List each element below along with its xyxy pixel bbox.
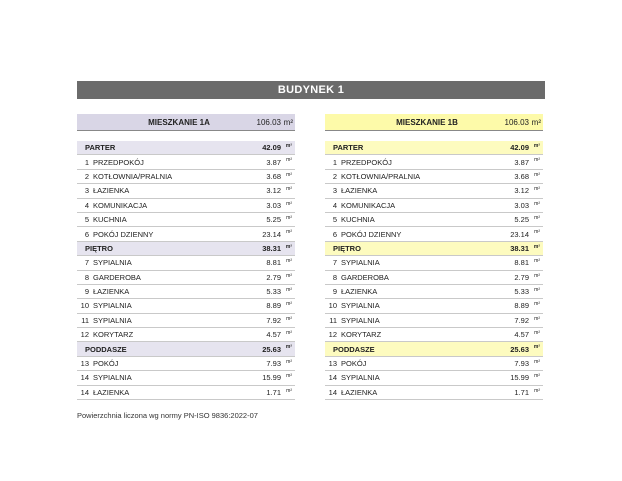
table-row bbox=[77, 184, 295, 198]
table-row bbox=[77, 213, 295, 227]
room-area: 5.25 bbox=[514, 215, 529, 225]
room-area: 2.79 bbox=[514, 272, 529, 282]
room-number: 11 bbox=[329, 315, 337, 325]
room-name: KOMUNIKACJA bbox=[341, 200, 396, 210]
room-name: POKÓJ DZIENNY bbox=[93, 229, 154, 239]
room-area: 8.81 bbox=[514, 258, 529, 268]
room-number: 13 bbox=[328, 359, 337, 369]
room-number: 14 bbox=[328, 373, 337, 383]
room-number: 3 bbox=[84, 186, 89, 196]
table-row bbox=[77, 155, 295, 169]
room-number: 4 bbox=[84, 200, 89, 210]
table-row bbox=[77, 199, 295, 213]
room-number: 9 bbox=[332, 287, 337, 297]
room-name: ŁAZIENKA bbox=[341, 387, 378, 397]
room-area: 1.71 bbox=[266, 387, 281, 397]
section-row bbox=[325, 342, 543, 356]
apartment-name: MIESZKANIE 1A bbox=[148, 117, 210, 127]
section-name: PIĘTRO bbox=[333, 243, 361, 253]
room-area-unit: m² bbox=[286, 272, 292, 279]
table-row bbox=[77, 227, 295, 241]
room-area-unit: m² bbox=[534, 229, 540, 236]
room-area: 1.71 bbox=[514, 387, 529, 397]
room-area: 7.92 bbox=[514, 315, 529, 325]
room-number: 9 bbox=[84, 287, 89, 297]
room-number: 8 bbox=[332, 272, 337, 282]
room-number: 5 bbox=[84, 215, 89, 225]
room-name: KORYTARZ bbox=[93, 330, 134, 340]
apartment-area-unit: m² bbox=[531, 117, 541, 127]
section-area: 42.09 bbox=[510, 143, 529, 153]
table-row bbox=[77, 328, 295, 342]
room-number: 6 bbox=[332, 229, 337, 239]
table-row bbox=[77, 357, 295, 371]
room-area: 3.87 bbox=[514, 157, 529, 167]
room-area: 8.89 bbox=[266, 301, 281, 311]
section-area-unit: m² bbox=[533, 143, 540, 149]
room-area: 23.14 bbox=[510, 229, 529, 239]
room-area-unit: m² bbox=[534, 373, 540, 380]
room-number: 4 bbox=[332, 200, 337, 210]
section-area-unit: m² bbox=[285, 344, 292, 351]
table-row bbox=[77, 371, 295, 385]
room-name: ŁAZIENKA bbox=[93, 387, 130, 397]
apartment-column-1a bbox=[77, 114, 295, 400]
room-area: 3.68 bbox=[514, 171, 529, 181]
room-area: 4.57 bbox=[514, 330, 529, 340]
room-number: 5 bbox=[332, 215, 337, 225]
room-area: 7.92 bbox=[266, 315, 281, 325]
room-area-unit: m² bbox=[286, 315, 292, 322]
room-area: 15.99 bbox=[510, 373, 529, 383]
room-area: 5.33 bbox=[266, 287, 281, 297]
room-area: 7.93 bbox=[266, 359, 281, 369]
room-area-unit: m² bbox=[534, 286, 540, 293]
room-number: 8 bbox=[84, 272, 89, 282]
section-area-unit: m² bbox=[285, 143, 292, 149]
room-area: 3.12 bbox=[514, 186, 529, 196]
room-name: SYPIALNIA bbox=[341, 373, 380, 383]
room-number: 7 bbox=[84, 258, 89, 268]
table-row bbox=[325, 371, 543, 385]
apartment-area-value: 106.03 bbox=[256, 117, 281, 127]
room-number: 10 bbox=[328, 301, 337, 311]
room-number: 14 bbox=[328, 387, 337, 397]
apartment-name: MIESZKANIE 1B bbox=[396, 117, 458, 127]
room-name: KORYTARZ bbox=[341, 330, 382, 340]
room-name: KUCHNIA bbox=[341, 215, 375, 225]
apartment-header bbox=[77, 114, 295, 131]
room-number: 2 bbox=[332, 171, 337, 181]
room-area-unit: m² bbox=[286, 258, 292, 265]
room-area-unit: m² bbox=[534, 315, 540, 322]
room-name: KOTŁOWNIA/PRALNIA bbox=[341, 171, 421, 181]
room-area: 4.57 bbox=[266, 330, 281, 340]
room-name: ŁAZIENKA bbox=[93, 186, 130, 196]
room-area-unit: m² bbox=[534, 186, 540, 193]
room-name: SYPIALNIA bbox=[93, 258, 132, 268]
room-area-unit: m² bbox=[286, 214, 292, 221]
room-number: 1 bbox=[84, 157, 89, 167]
section-row bbox=[77, 342, 295, 356]
section-row bbox=[325, 141, 543, 155]
table-row bbox=[325, 357, 543, 371]
apartment-column-1b bbox=[325, 114, 543, 400]
apartment-area bbox=[489, 118, 543, 127]
table-row bbox=[325, 299, 543, 313]
room-name: ŁAZIENKA bbox=[341, 287, 378, 297]
table-row bbox=[325, 155, 543, 169]
section-row bbox=[325, 242, 543, 256]
room-name: SYPIALNIA bbox=[341, 258, 380, 268]
room-area: 5.33 bbox=[514, 287, 529, 297]
room-number: 12 bbox=[328, 330, 337, 340]
apartment-area bbox=[241, 118, 295, 127]
room-name: KUCHNIA bbox=[93, 215, 127, 225]
room-number: 11 bbox=[81, 315, 89, 325]
room-area: 2.79 bbox=[266, 272, 281, 282]
room-area-unit: m² bbox=[286, 358, 292, 365]
section-area: 25.63 bbox=[262, 344, 281, 354]
room-name: KOMUNIKACJA bbox=[93, 200, 148, 210]
building-header bbox=[77, 81, 545, 99]
room-area: 5.25 bbox=[266, 215, 281, 225]
section-area-unit: m² bbox=[285, 243, 292, 250]
room-area: 3.68 bbox=[266, 171, 281, 181]
building-title: BUDYNEK 1 bbox=[277, 84, 345, 96]
room-area-unit: m² bbox=[534, 387, 540, 394]
table-row bbox=[325, 328, 543, 342]
table-row bbox=[77, 256, 295, 270]
room-table bbox=[325, 141, 543, 400]
room-name: SYPIALNIA bbox=[93, 301, 132, 311]
room-name: GARDEROBA bbox=[341, 272, 389, 282]
section-name: PARTER bbox=[333, 143, 364, 153]
room-area: 3.87 bbox=[266, 157, 281, 167]
table-row bbox=[325, 170, 543, 184]
table-row bbox=[77, 170, 295, 184]
room-name: SYPIALNIA bbox=[93, 373, 132, 383]
room-name: SYPIALNIA bbox=[93, 315, 132, 325]
room-number: 6 bbox=[84, 229, 89, 239]
room-area-unit: m² bbox=[286, 286, 292, 293]
room-name: SYPIALNIA bbox=[341, 315, 380, 325]
room-name: POKÓJ bbox=[93, 359, 119, 369]
room-area-unit: m² bbox=[286, 186, 292, 193]
room-area-unit: m² bbox=[286, 330, 292, 337]
apartment-header bbox=[325, 114, 543, 131]
footer-note: Powierzchnia liczona wg normy PN-ISO 9836:2022-07 bbox=[77, 411, 258, 420]
room-area: 23.14 bbox=[262, 229, 281, 239]
room-name: GARDEROBA bbox=[93, 272, 141, 282]
room-area: 3.03 bbox=[266, 200, 281, 210]
room-number: 14 bbox=[80, 373, 89, 383]
room-area-unit: m² bbox=[534, 358, 540, 365]
room-area-unit: m² bbox=[286, 387, 292, 394]
table-row bbox=[325, 184, 543, 198]
room-number: 3 bbox=[332, 186, 337, 196]
room-name: SYPIALNIA bbox=[341, 301, 380, 311]
section-row bbox=[77, 141, 295, 155]
section-area: 38.31 bbox=[262, 243, 281, 253]
table-row bbox=[77, 314, 295, 328]
room-area-unit: m² bbox=[534, 258, 540, 265]
apartment-area-unit: m² bbox=[283, 117, 293, 127]
room-area-unit: m² bbox=[286, 229, 292, 236]
table-row bbox=[325, 256, 543, 270]
room-area-unit: m² bbox=[534, 330, 540, 337]
room-area-unit: m² bbox=[286, 373, 292, 380]
room-name: KOTŁOWNIA/PRALNIA bbox=[93, 171, 173, 181]
table-row bbox=[325, 386, 543, 400]
room-number: 1 bbox=[332, 157, 337, 167]
room-area: 8.81 bbox=[266, 258, 281, 268]
room-area-unit: m² bbox=[534, 157, 540, 164]
room-area-unit: m² bbox=[534, 272, 540, 279]
room-area: 8.89 bbox=[514, 301, 529, 311]
room-area-unit: m² bbox=[286, 171, 292, 178]
room-area-unit: m² bbox=[534, 214, 540, 221]
table-row bbox=[77, 271, 295, 285]
section-area-unit: m² bbox=[533, 243, 540, 250]
room-area-unit: m² bbox=[286, 200, 292, 207]
section-name: PODDASZE bbox=[85, 344, 127, 354]
room-area: 7.93 bbox=[514, 359, 529, 369]
room-number: 14 bbox=[80, 387, 89, 397]
table-row bbox=[77, 386, 295, 400]
table-row bbox=[77, 285, 295, 299]
room-area-unit: m² bbox=[534, 171, 540, 178]
section-area-unit: m² bbox=[533, 344, 540, 351]
room-name: POKÓJ bbox=[341, 359, 367, 369]
apartment-area-value: 106.03 bbox=[504, 117, 529, 127]
section-area: 42.09 bbox=[262, 143, 281, 153]
room-area-unit: m² bbox=[534, 301, 540, 308]
room-name: ŁAZIENKA bbox=[341, 186, 378, 196]
table-row bbox=[325, 271, 543, 285]
room-table bbox=[77, 141, 295, 400]
room-area: 3.12 bbox=[266, 186, 281, 196]
table-row bbox=[77, 299, 295, 313]
section-name: PIĘTRO bbox=[85, 243, 113, 253]
room-area-unit: m² bbox=[286, 301, 292, 308]
section-name: PARTER bbox=[85, 143, 116, 153]
room-area-unit: m² bbox=[534, 200, 540, 207]
table-row bbox=[325, 227, 543, 241]
room-name: POKÓJ DZIENNY bbox=[341, 229, 402, 239]
table-row bbox=[325, 314, 543, 328]
room-number: 12 bbox=[80, 330, 89, 340]
section-area: 25.63 bbox=[510, 344, 529, 354]
room-area: 15.99 bbox=[262, 373, 281, 383]
section-row bbox=[77, 242, 295, 256]
table-row bbox=[325, 213, 543, 227]
room-area-unit: m² bbox=[286, 157, 292, 164]
section-name: PODDASZE bbox=[333, 344, 375, 354]
room-number: 10 bbox=[80, 301, 89, 311]
table-row bbox=[325, 285, 543, 299]
room-area: 3.03 bbox=[514, 200, 529, 210]
room-number: 13 bbox=[80, 359, 89, 369]
room-name: PRZEDPOKÓJ bbox=[341, 157, 392, 167]
room-name: PRZEDPOKÓJ bbox=[93, 157, 144, 167]
table-row bbox=[325, 199, 543, 213]
room-name: ŁAZIENKA bbox=[93, 287, 130, 297]
room-number: 2 bbox=[84, 171, 89, 181]
section-area: 38.31 bbox=[510, 243, 529, 253]
room-number: 7 bbox=[332, 258, 337, 268]
